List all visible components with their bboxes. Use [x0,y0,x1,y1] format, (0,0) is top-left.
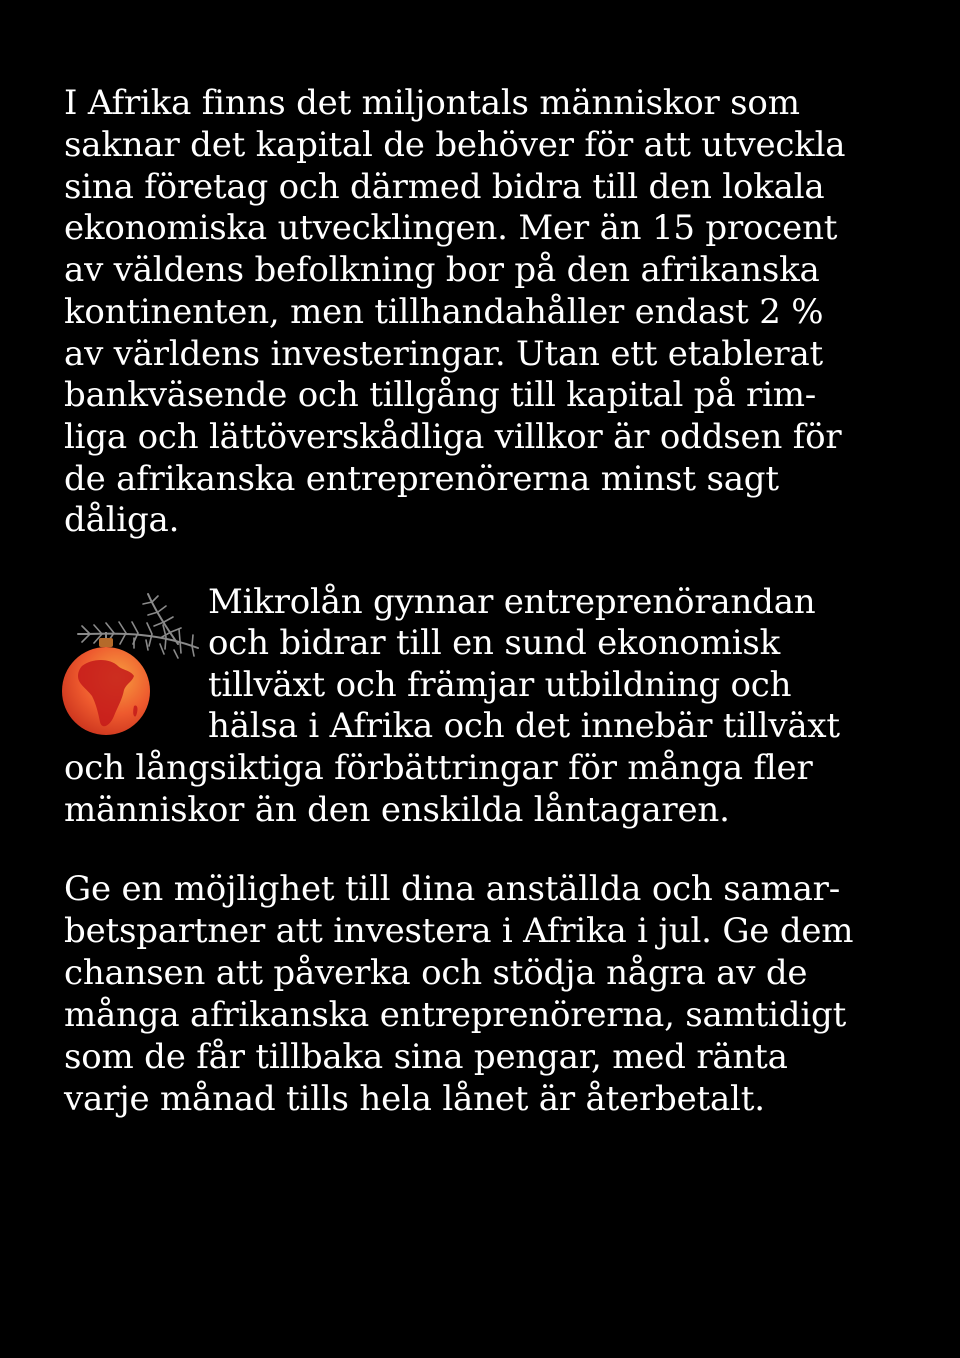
text-line: och bidrar till en sund ekonomisk [208,623,781,663]
text-line: som de får tillbaka sina pengar, med ränta [64,1037,788,1077]
text-line: av väldens befolkning bor på den afrikanska [64,250,820,290]
text-line: betspartner att investera i Afrika i jul. Ge dem [64,911,854,951]
text-line: varje månad tills hela lånet är återbetalt. [64,1079,765,1119]
text-line: bankväsende och tillgång till kapital på rim- [64,375,817,415]
text-line: människor än den enskilda låntagaren. [64,790,730,830]
text-line: liga och lättöverskådliga villkor är oddsen för [64,417,842,457]
text-line: ekonomiska utvecklingen. Mer än 15 procent [64,208,838,248]
text-line: Mikrolån gynnar entreprenörandan [208,582,816,622]
text-line: chansen att påverka och stödja några av de [64,953,808,993]
text-line: dåliga. [64,500,180,540]
christmas-bauble-africa-icon [60,588,210,738]
text-line: av världens investeringar. Utan ett etablerat [64,334,824,374]
text-line: och långsiktiga förbättringar för många fler [64,748,813,788]
text-line: hälsa i Afrika och det innebär tillväxt [208,706,840,746]
text-line: tillväxt och främjar utbildning och [208,665,792,705]
text-line: de afrikanska entreprenörerna minst sagt [64,459,779,499]
text-line: Ge en möjlighet till dina anställda och samar- [64,869,841,909]
text-line: kontinenten, men tillhandahåller endast 2 % [64,292,824,332]
text-line: många afrikanska entreprenörerna, samtidigt [64,995,847,1035]
text-line: saknar det kapital de behöver för att utveckla [64,125,846,165]
text-line: sina företag och därmed bidra till den lokala [64,167,825,207]
text-line: I Afrika finns det miljontals människor som [64,83,800,123]
